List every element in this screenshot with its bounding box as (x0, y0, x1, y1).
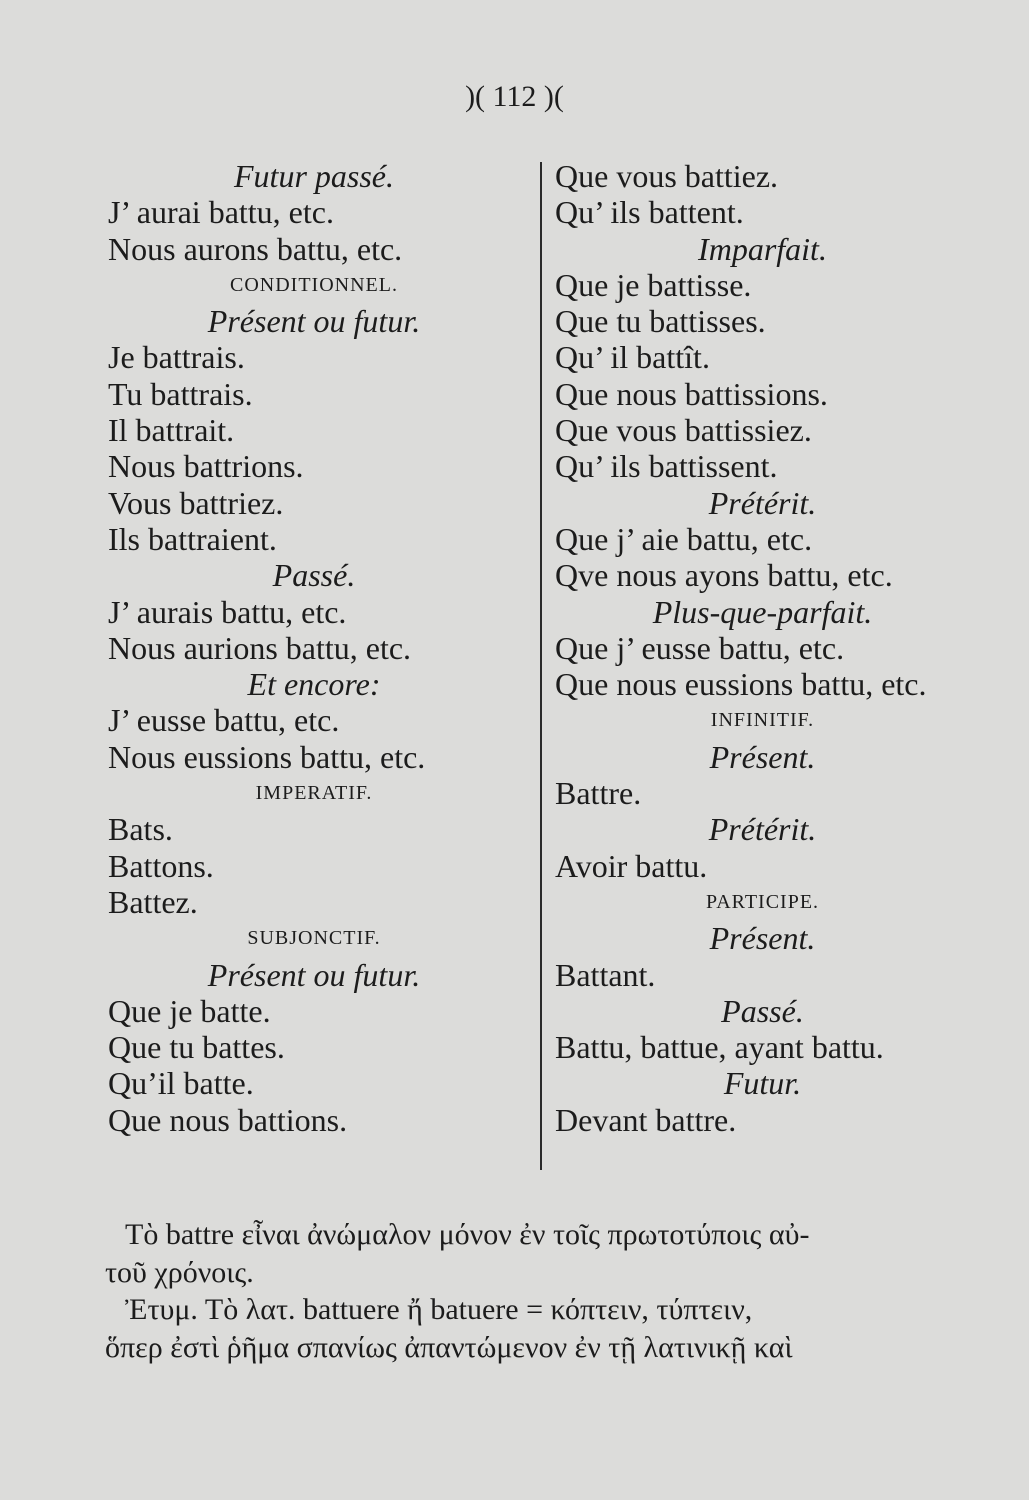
greek-text-line: τοῦ χρόνοις. (105, 1255, 254, 1289)
conjugation-line: J’ aurai battu, etc. (108, 194, 334, 231)
conjugation-line: Qu’ il battît. (555, 339, 710, 376)
conjugation-line: Que vous battiez. (555, 158, 779, 194)
conjugation-line: Devant battre. (555, 1101, 737, 1138)
conjugation-line: Nous aurons battu, etc. (108, 230, 403, 267)
conjugation-line: Nous battrions. (108, 448, 304, 485)
conjugation-line: Battu, battue, ayant battu. (555, 1029, 884, 1066)
conjugation-line: Que je battisse. (555, 266, 752, 303)
section-heading: PARTICIPE. (705, 890, 820, 913)
conjugation-line: Qve nous ayons battu, etc. (555, 557, 893, 594)
conjugation-line: Avoir battu. (555, 847, 708, 884)
tense-heading: Futur passé. (234, 158, 394, 194)
left-column (108, 158, 520, 1138)
conjugation-line: Qu’ ils battent. (555, 194, 744, 231)
conjugation-line: Qu’il batte. (108, 1065, 254, 1102)
conjugation-line: Que nous battions. (108, 1101, 348, 1138)
conjugation-line: J’ eusse battu, etc. (108, 702, 340, 739)
conjugation-line: Que nous battissions. (555, 375, 828, 412)
conjugation-line: Que j’ aie battu, etc. (555, 520, 813, 557)
greek-text-line: Ἐτυμ. Τὸ λατ. battuere ἤ batuere = κόπτειν, τύπτειν, (125, 1293, 753, 1326)
section-heading: INFINITIF. (710, 709, 815, 732)
section-heading: CONDITIONNEL. (230, 273, 398, 296)
conjugation-line: Que tu battes. (108, 1029, 285, 1066)
conjugation-line: J’ aurais battu, etc. (108, 593, 347, 630)
conjugation-line: Que vous battissiez. (555, 412, 812, 449)
tense-heading: Passé. (272, 557, 356, 594)
tense-heading: Prétérit. (708, 811, 817, 848)
tense-heading: Futur. (723, 1065, 802, 1102)
conjugation-line: Battant. (555, 956, 656, 993)
conjugation-line: Il battrait. (108, 412, 235, 449)
conjugation-line: Battre. (555, 775, 642, 812)
section-heading: IMPERATIF. (255, 782, 373, 805)
conjugation-line: Qu’ ils battissent. (555, 448, 778, 485)
conjugation-line: Que nous eussions battu, etc. (555, 666, 927, 703)
greek-text-line: ὅπερ ἐστὶ ῥῆμα σπανίως ἀπαντώμενον ἐν τῇ λατινικῇ καὶ (105, 1330, 793, 1364)
page-number: )( 112 )( (465, 80, 564, 113)
conjugation-line: Vous battriez. (108, 484, 284, 521)
conjugation-line: Je battrais. (108, 339, 245, 376)
column-divider (540, 162, 542, 1170)
greek-text-line: Τὸ battre εἶναι ἀνώμαλον μόνον ἐν τοῖς πρωτοτύποις αὐ- (125, 1218, 810, 1251)
conjugation-line: Que je batte. (108, 992, 271, 1029)
tense-heading: Présent ou futur. (207, 956, 421, 993)
conjugation-line: Nous eussions battu, etc. (108, 738, 426, 775)
right-column (555, 158, 970, 1138)
tense-heading: Et encore: (247, 666, 381, 703)
tense-heading: Imparfait. (698, 230, 827, 267)
tense-heading: Passé. (721, 992, 804, 1029)
tense-heading: Présent. (709, 738, 816, 775)
conjugation-line: Tu battrais. (108, 375, 253, 412)
conjugation-line: Battons. (108, 847, 214, 884)
conjugation-line: Ils battraient. (108, 520, 277, 557)
conjugation-line: Que j’ eusse battu, etc. (555, 629, 845, 666)
conjugation-line: Bats. (108, 811, 173, 848)
section-heading: SUBJONCTIF. (247, 927, 381, 950)
tense-heading: Présent ou futur. (207, 303, 421, 340)
tense-heading: Plus-que-parfait. (652, 593, 873, 630)
greek-footnote (105, 1216, 965, 1366)
conjugation-line: Battez. (108, 883, 198, 920)
tense-heading: Présent. (709, 920, 816, 957)
conjugation-line: Que tu battisses. (555, 303, 766, 340)
tense-heading: Prétérit. (708, 484, 817, 521)
conjugation-line: Nous aurions battu, etc. (108, 629, 412, 666)
